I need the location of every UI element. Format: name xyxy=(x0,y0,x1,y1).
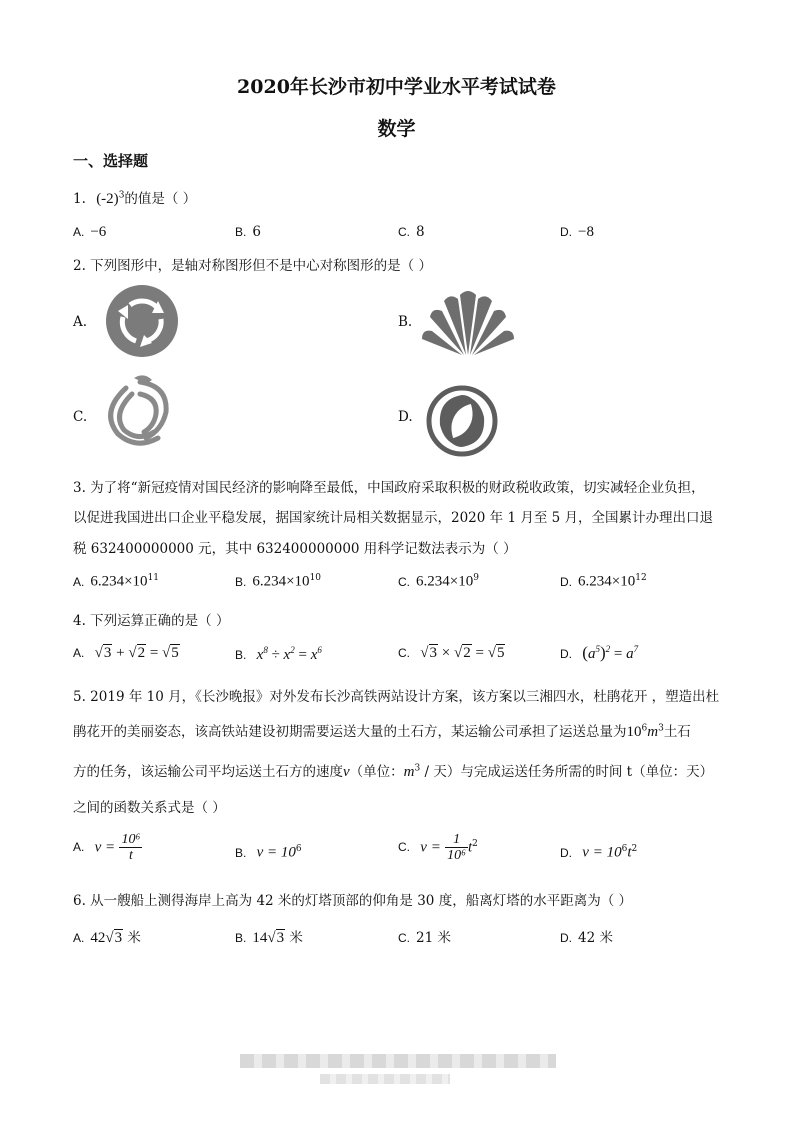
power-exponent: 6 xyxy=(641,723,648,734)
option-label: C. xyxy=(398,840,410,855)
q3-option-b[interactable] xyxy=(235,573,321,591)
q4-option-c[interactable]: C. √3 × √2 = √5 xyxy=(398,645,505,661)
radicand: 3 xyxy=(276,930,285,946)
text-segment: 方的任务，该运输公司平均运送土石方的速度 xyxy=(73,764,343,780)
operator: × xyxy=(441,645,451,661)
option-exponent: 12 xyxy=(635,573,647,583)
q5-option-a[interactable] xyxy=(73,832,142,864)
recycle-symbol-figure xyxy=(102,283,182,359)
coefficient: 42 xyxy=(90,930,106,946)
option-label: B. xyxy=(235,648,247,662)
option-label: C. xyxy=(398,574,410,589)
question-5-line-2 xyxy=(73,720,691,741)
equals: = xyxy=(475,645,484,661)
radicand: 2 xyxy=(137,645,146,661)
question-3-line-3: 税 632400000000 元，其中 632400000000 用科学记数法表示为（ ） xyxy=(73,541,517,557)
variable-v: v xyxy=(343,764,350,780)
radicand: 2 xyxy=(463,645,471,661)
operator: + xyxy=(116,645,125,661)
petal-logo-figure xyxy=(420,285,516,357)
text-segment: 鹃花开的美丽姿态，该高铁站建设初期需要运送大量的土石方，某运输公司承担了运送总量为 xyxy=(73,724,627,740)
unit: 米 xyxy=(289,930,303,946)
operator: ÷ xyxy=(271,647,280,663)
text-segment: / 天）与完成运送任务所需的时间 t（单位：天） xyxy=(420,764,714,780)
q6-option-b[interactable]: B. 14√3 米 xyxy=(235,930,303,946)
q1-option-c[interactable] xyxy=(398,224,425,240)
exponent: 7 xyxy=(633,644,639,654)
q6-option-c[interactable] xyxy=(398,926,451,946)
question-5-line-4: 之间的函数关系式是（ ） xyxy=(73,800,226,816)
option-label: C. xyxy=(398,646,410,660)
option-label: B. xyxy=(235,574,247,589)
equation-lhs: v = 10 xyxy=(256,844,296,861)
q1-option-b[interactable] xyxy=(235,224,261,240)
option-value: −8 xyxy=(578,224,594,240)
fraction xyxy=(445,832,468,864)
option-label: C. xyxy=(398,225,410,239)
subject-title: 数学 xyxy=(377,118,416,140)
option-label: A. xyxy=(73,931,85,945)
radicand: 5 xyxy=(496,645,505,661)
option-value: −6 xyxy=(90,224,107,240)
exponent: 5 xyxy=(595,644,600,654)
option-label: A. xyxy=(73,574,85,589)
question-2: 2. 下列图形中，是轴对称图形但不是中心对称图形的是（ ） xyxy=(73,258,432,274)
fraction xyxy=(119,832,142,864)
power-exponent: 3 xyxy=(118,190,125,201)
option-label: D. xyxy=(560,845,572,860)
unit-exponent: 3 xyxy=(414,763,421,774)
q4-option-d[interactable]: D. $(a^5)^2 = a^7$ xyxy=(560,643,639,662)
dongfeng-logo-figure xyxy=(426,385,498,457)
equation-lhs: v = xyxy=(94,839,116,856)
option-value: 42 米 xyxy=(578,930,613,946)
question-5-line-3 xyxy=(73,760,713,781)
q5-option-b[interactable] xyxy=(235,844,302,862)
denominator: 10⁶ xyxy=(447,848,466,864)
section-heading: 一、选择题 xyxy=(73,152,149,170)
option-label: D. xyxy=(560,225,572,239)
q5-option-c[interactable] xyxy=(398,832,478,864)
question-tail: 的值是（ ） xyxy=(124,191,197,207)
equals: = xyxy=(298,647,307,663)
exponent: 6 xyxy=(621,844,628,854)
option-label: A. xyxy=(73,646,85,660)
radicand: 3 xyxy=(114,930,123,946)
option-label: D. xyxy=(560,931,572,945)
option-exponent: 11 xyxy=(147,573,160,583)
exponent: 6 xyxy=(295,844,302,854)
option-base: 6.234×10 xyxy=(90,573,148,590)
option-value: 6 xyxy=(252,224,261,240)
phoenix-swirl-figure xyxy=(96,372,174,452)
q1-option-d[interactable] xyxy=(560,224,594,241)
text-segment: （单位： xyxy=(349,764,404,780)
radicand: 5 xyxy=(171,645,179,661)
base: a xyxy=(587,646,596,662)
option-base: 6.234×10 xyxy=(252,573,310,590)
numerator: 1 xyxy=(445,832,468,848)
question-3-line-2: 以促进我国进出口企业平稳发展，据国家统计局相关数据显示，2020 年 1 月至 5 月，全国累计办理出口退 xyxy=(73,510,713,526)
option-label: B. xyxy=(235,931,247,945)
exponent: 2 xyxy=(631,844,638,854)
text-segment: 土石 xyxy=(663,724,691,740)
unit-m: m xyxy=(403,764,415,780)
q4-option-a[interactable]: A. √3 + √2 = √5 xyxy=(73,645,179,661)
q2-option-b-label[interactable]: B. xyxy=(398,314,413,330)
option-value: 21 米 xyxy=(416,930,451,946)
page-title: 2020年长沙市初中学业水平考试试卷 xyxy=(237,76,556,98)
base: x xyxy=(283,647,291,663)
q1-option-a[interactable] xyxy=(73,224,106,241)
q2-option-c-label[interactable]: C. xyxy=(73,409,88,425)
option-value: 8 xyxy=(416,224,425,240)
variable-t: t xyxy=(468,839,473,856)
q5-option-d[interactable] xyxy=(560,844,637,862)
coefficient: 14 xyxy=(252,930,268,946)
q2-option-a-label[interactable]: A. xyxy=(73,314,88,330)
equation-lhs: v = xyxy=(420,839,441,856)
unit-exponent: 3 xyxy=(658,723,664,734)
numerator: 10⁶ xyxy=(121,832,141,847)
variable-t: t xyxy=(627,844,632,861)
q3-option-a[interactable] xyxy=(73,573,159,591)
unit: 米 xyxy=(127,930,141,946)
question-6: 6. 从一艘船上测得海岸上高为 42 米的灯塔顶部的仰角是 30 度，船离灯塔的水平距离为（ ） xyxy=(73,893,632,909)
option-base: 6.234×10 xyxy=(416,573,474,590)
exponent: 2 xyxy=(290,645,295,655)
q2-option-d-label[interactable]: D. xyxy=(398,409,413,425)
base: a xyxy=(626,646,634,662)
equals: = xyxy=(149,645,159,661)
option-label: A. xyxy=(73,225,85,239)
q3-option-c[interactable] xyxy=(398,573,479,591)
denominator: t xyxy=(128,848,133,864)
question-3-line-1: 3. 为了将“新冠疫情对国民经济的影响降至最低，中国政府采取积极的财政税收政策，切实减轻企业负担， xyxy=(73,480,705,496)
option-exponent: 10 xyxy=(309,573,322,583)
q3-option-d[interactable] xyxy=(560,573,647,591)
radicand: 3 xyxy=(429,645,438,661)
base: x xyxy=(310,647,318,663)
equation-lhs: v = 10 xyxy=(582,844,622,861)
exponent: 8 xyxy=(263,645,268,655)
q4-option-b[interactable] xyxy=(235,645,322,664)
question-5-line-1: 5. 2019 年 10 月，《长沙晚报》对外发布长沙高铁两站设计方案，该方案以三湘四水，杜鹃花开 ，塑造出杜 xyxy=(73,689,720,705)
blurred-footer-watermark-line-2 xyxy=(320,1074,450,1084)
question-1 xyxy=(73,187,196,208)
question-4: 4. 下列运算正确的是（ ） xyxy=(73,613,230,629)
exponent: 2 xyxy=(605,644,611,654)
option-label: B. xyxy=(235,845,247,860)
option-label: D. xyxy=(560,647,572,661)
option-label: C. xyxy=(398,931,410,945)
unit-m: m xyxy=(647,724,659,740)
radicand: 3 xyxy=(103,645,112,661)
option-label: D. xyxy=(560,574,572,589)
exponent: 6 xyxy=(317,645,322,655)
option-label: B. xyxy=(235,225,247,239)
option-exponent: 9 xyxy=(473,573,479,583)
option-base: 6.234×10 xyxy=(578,573,636,590)
base: x xyxy=(256,647,264,663)
power-base: (-2) xyxy=(96,191,119,207)
power-base: 10 xyxy=(626,724,642,740)
equals: = xyxy=(613,646,623,662)
q6-option-d[interactable] xyxy=(560,926,613,946)
question-number: 1. xyxy=(73,191,86,207)
option-label: A. xyxy=(73,840,85,855)
blurred-footer-watermark xyxy=(240,1054,556,1068)
q6-option-a[interactable]: A. 42√3 米 xyxy=(73,930,141,946)
exponent: 2 xyxy=(472,838,478,849)
